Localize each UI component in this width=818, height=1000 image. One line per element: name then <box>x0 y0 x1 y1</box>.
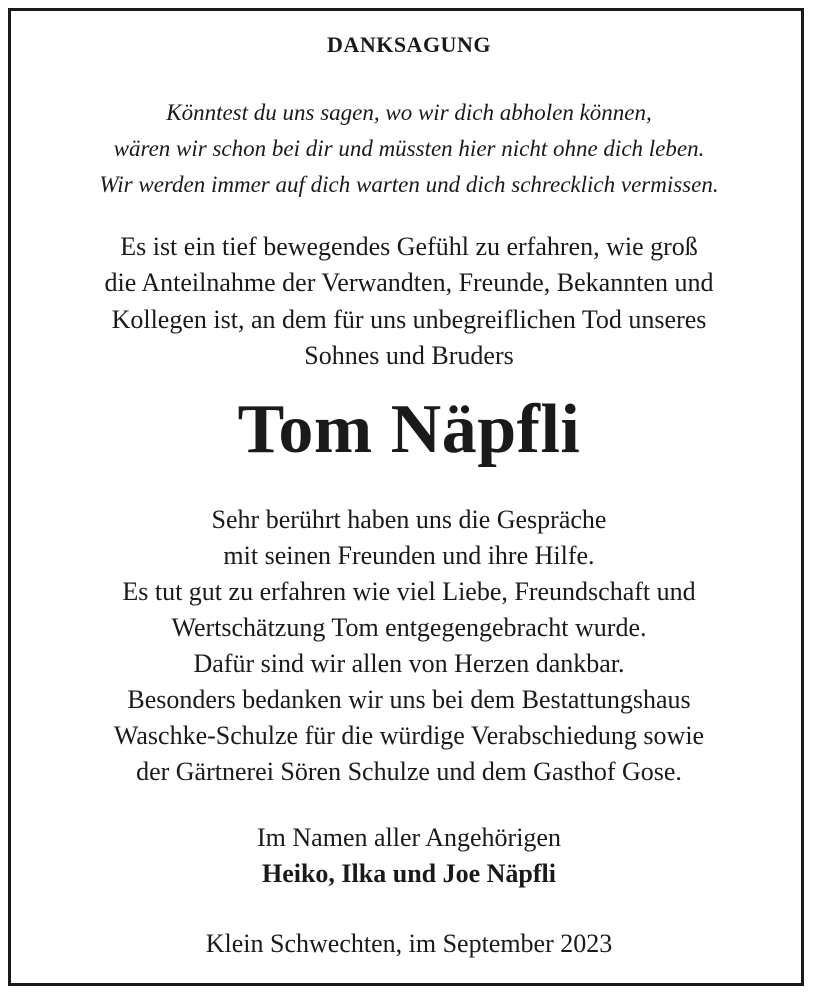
intro-line: Kollegen ist, an dem für uns unbegreiflichen Tod unseres <box>111 305 707 334</box>
intro-line: die Anteilnahme der Verwandten, Freunde, Bekannten und <box>104 268 714 297</box>
signature-intro: Im Namen aller Angehörigen <box>257 823 561 852</box>
thanks-line: mit seinen Freunden und ihre Hilfe. <box>223 541 595 570</box>
intro-line: Sohnes und Bruders <box>304 341 514 370</box>
thanks-line: Besonders bedanken wir uns bei dem Bestattungshaus <box>127 685 691 714</box>
thanks-line: der Gärtnerei Sören Schulze und dem Gasthof Gose. <box>136 757 682 786</box>
poem-line: Wir werden immer auf dich warten und dich schrecklich vermissen. <box>99 172 719 197</box>
thanks-line: Waschke-Schulze für die würdige Verabschiedung sowie <box>113 721 705 750</box>
deceased-name: Tom Näpfli <box>237 391 581 468</box>
thanks-line: Dafür sind wir allen von Herzen dankbar. <box>193 649 625 678</box>
poem-line: Könntest du uns sagen, wo wir dich abholen können, <box>166 100 652 125</box>
place-date: Klein Schwechten, im September 2023 <box>205 929 613 958</box>
notice-heading: DANKSAGUNG <box>327 32 491 57</box>
signature-names: Heiko, Ilka und Joe Näpfli <box>261 859 556 888</box>
thanks-line: Wertschätzung Tom entgegengebracht wurde. <box>171 613 647 642</box>
thanks-line: Sehr berührt haben uns die Gespräche <box>211 505 607 534</box>
thanks-line: Es tut gut zu erfahren wie viel Liebe, Freundschaft und <box>122 577 696 606</box>
poem-line: wären wir schon bei dir und müssten hier nicht ohne dich leben. <box>113 136 705 161</box>
intro-line: Es ist ein tief bewegendes Gefühl zu erfahren, wie groß <box>120 232 698 261</box>
